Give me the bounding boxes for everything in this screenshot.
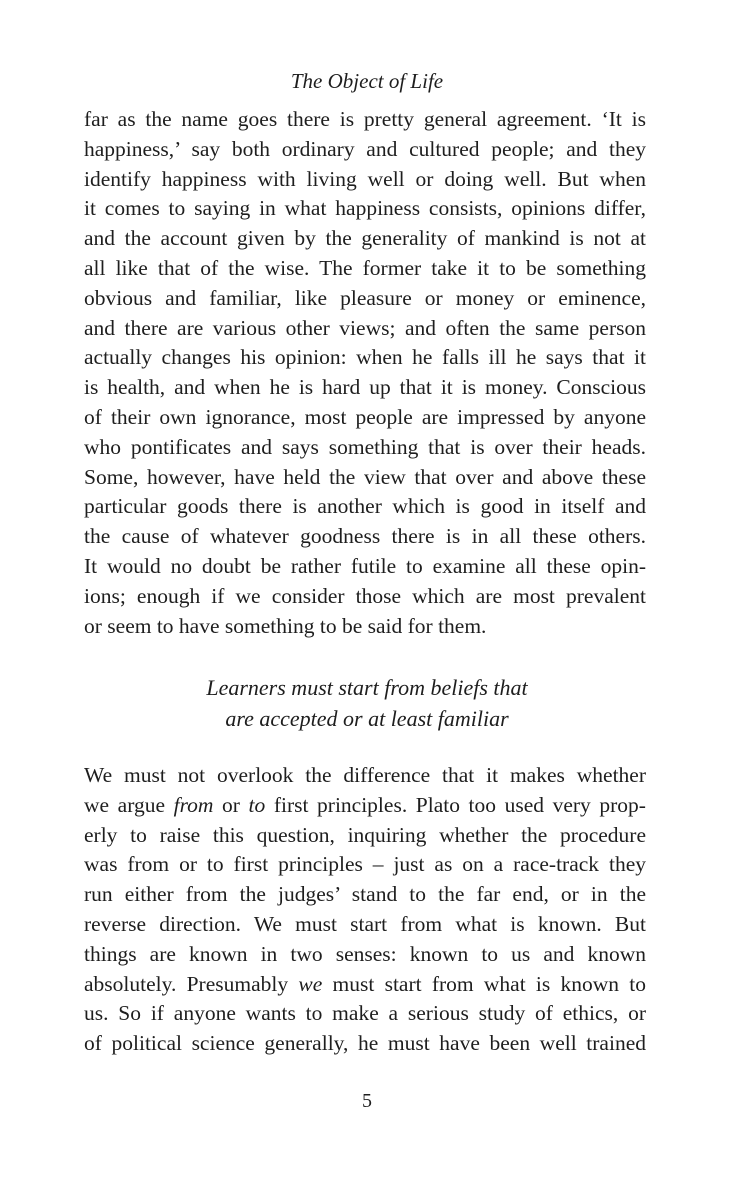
text-line: us. So if anyone wants to make a serious study of ethics, or — [84, 1001, 646, 1026]
section-heading — [0, 672, 734, 734]
text-line: far as the name goes there is pretty general agreement. ‘It is — [84, 107, 646, 131]
paragraph-2 — [84, 761, 646, 1059]
section-heading-line: are accepted or at least familiar — [225, 706, 509, 731]
text-line: the cause of whatever goodness there is in all these others. — [84, 524, 646, 549]
text-line: or seem to have something to be said for them. — [84, 613, 487, 638]
text-run: must start from what is known to — [322, 971, 646, 996]
text-run: or — [213, 792, 249, 817]
text-line: particular goods there is another which is good in itself and — [84, 494, 646, 519]
text-line: who pontificates and says something that is over their heads. — [84, 434, 646, 459]
text-line: of their own ignorance, most people are impressed by anyone — [84, 404, 646, 429]
text-run: absolutely. Presumably — [84, 971, 299, 996]
text-line: Some, however, have held the view that over and above these — [84, 464, 646, 489]
text-line: things are known in two senses: known to us and known — [84, 941, 646, 966]
running-head: The Object of Life — [290, 69, 444, 93]
text-line: ions; enough if we consider those which are most prevalent — [84, 583, 646, 608]
emphasis-from: from — [173, 792, 214, 817]
section-heading-line: Learners must start from beliefs that — [206, 675, 528, 700]
text-line: all like that of the wise. The former take it to be something — [84, 255, 646, 280]
text-line: happiness,’ say both ordinary and cultured people; and they — [84, 136, 646, 161]
emphasis-we: we — [298, 971, 323, 996]
text-line: and the account given by the generality of mankind is not at — [84, 226, 646, 251]
text-line: it comes to saying in what happiness consists, opinions differ, — [84, 196, 646, 221]
text-line: and there are various other views; and often the same person — [84, 315, 646, 340]
text-line: run either from the judges’ stand to the far end, or in the — [84, 882, 646, 907]
page-number: 5 — [362, 1090, 372, 1112]
text-line — [84, 970, 646, 1000]
text-line: We must not overlook the difference that it makes whether — [84, 763, 646, 787]
text-line: was from or to first principles – just as on a race-track they — [84, 852, 646, 877]
text-line: erly to raise this question, inquiring whether the procedure — [84, 822, 646, 847]
text-run: we argue — [84, 792, 174, 817]
text-line: reverse direction. We must start from what is known. But — [84, 911, 646, 936]
text-line: of political science generally, he must have been well trained — [84, 1031, 646, 1056]
text-line: It would no doubt be rather futile to examine all these opin- — [84, 553, 646, 578]
paragraph-1 — [84, 105, 646, 641]
emphasis-to: to — [248, 792, 266, 817]
text-line: identify happiness with living well or doing well. But when — [84, 166, 646, 191]
text-line: obvious and familiar, like pleasure or money or eminence, — [84, 285, 646, 310]
text-run: first principles. Plato too used very prop- — [265, 792, 646, 817]
text-line: actually changes his opinion: when he falls ill he says that it — [84, 345, 646, 370]
text-line: is health, and when he is hard up that it is money. Conscious — [84, 375, 646, 400]
text-line — [84, 791, 646, 821]
